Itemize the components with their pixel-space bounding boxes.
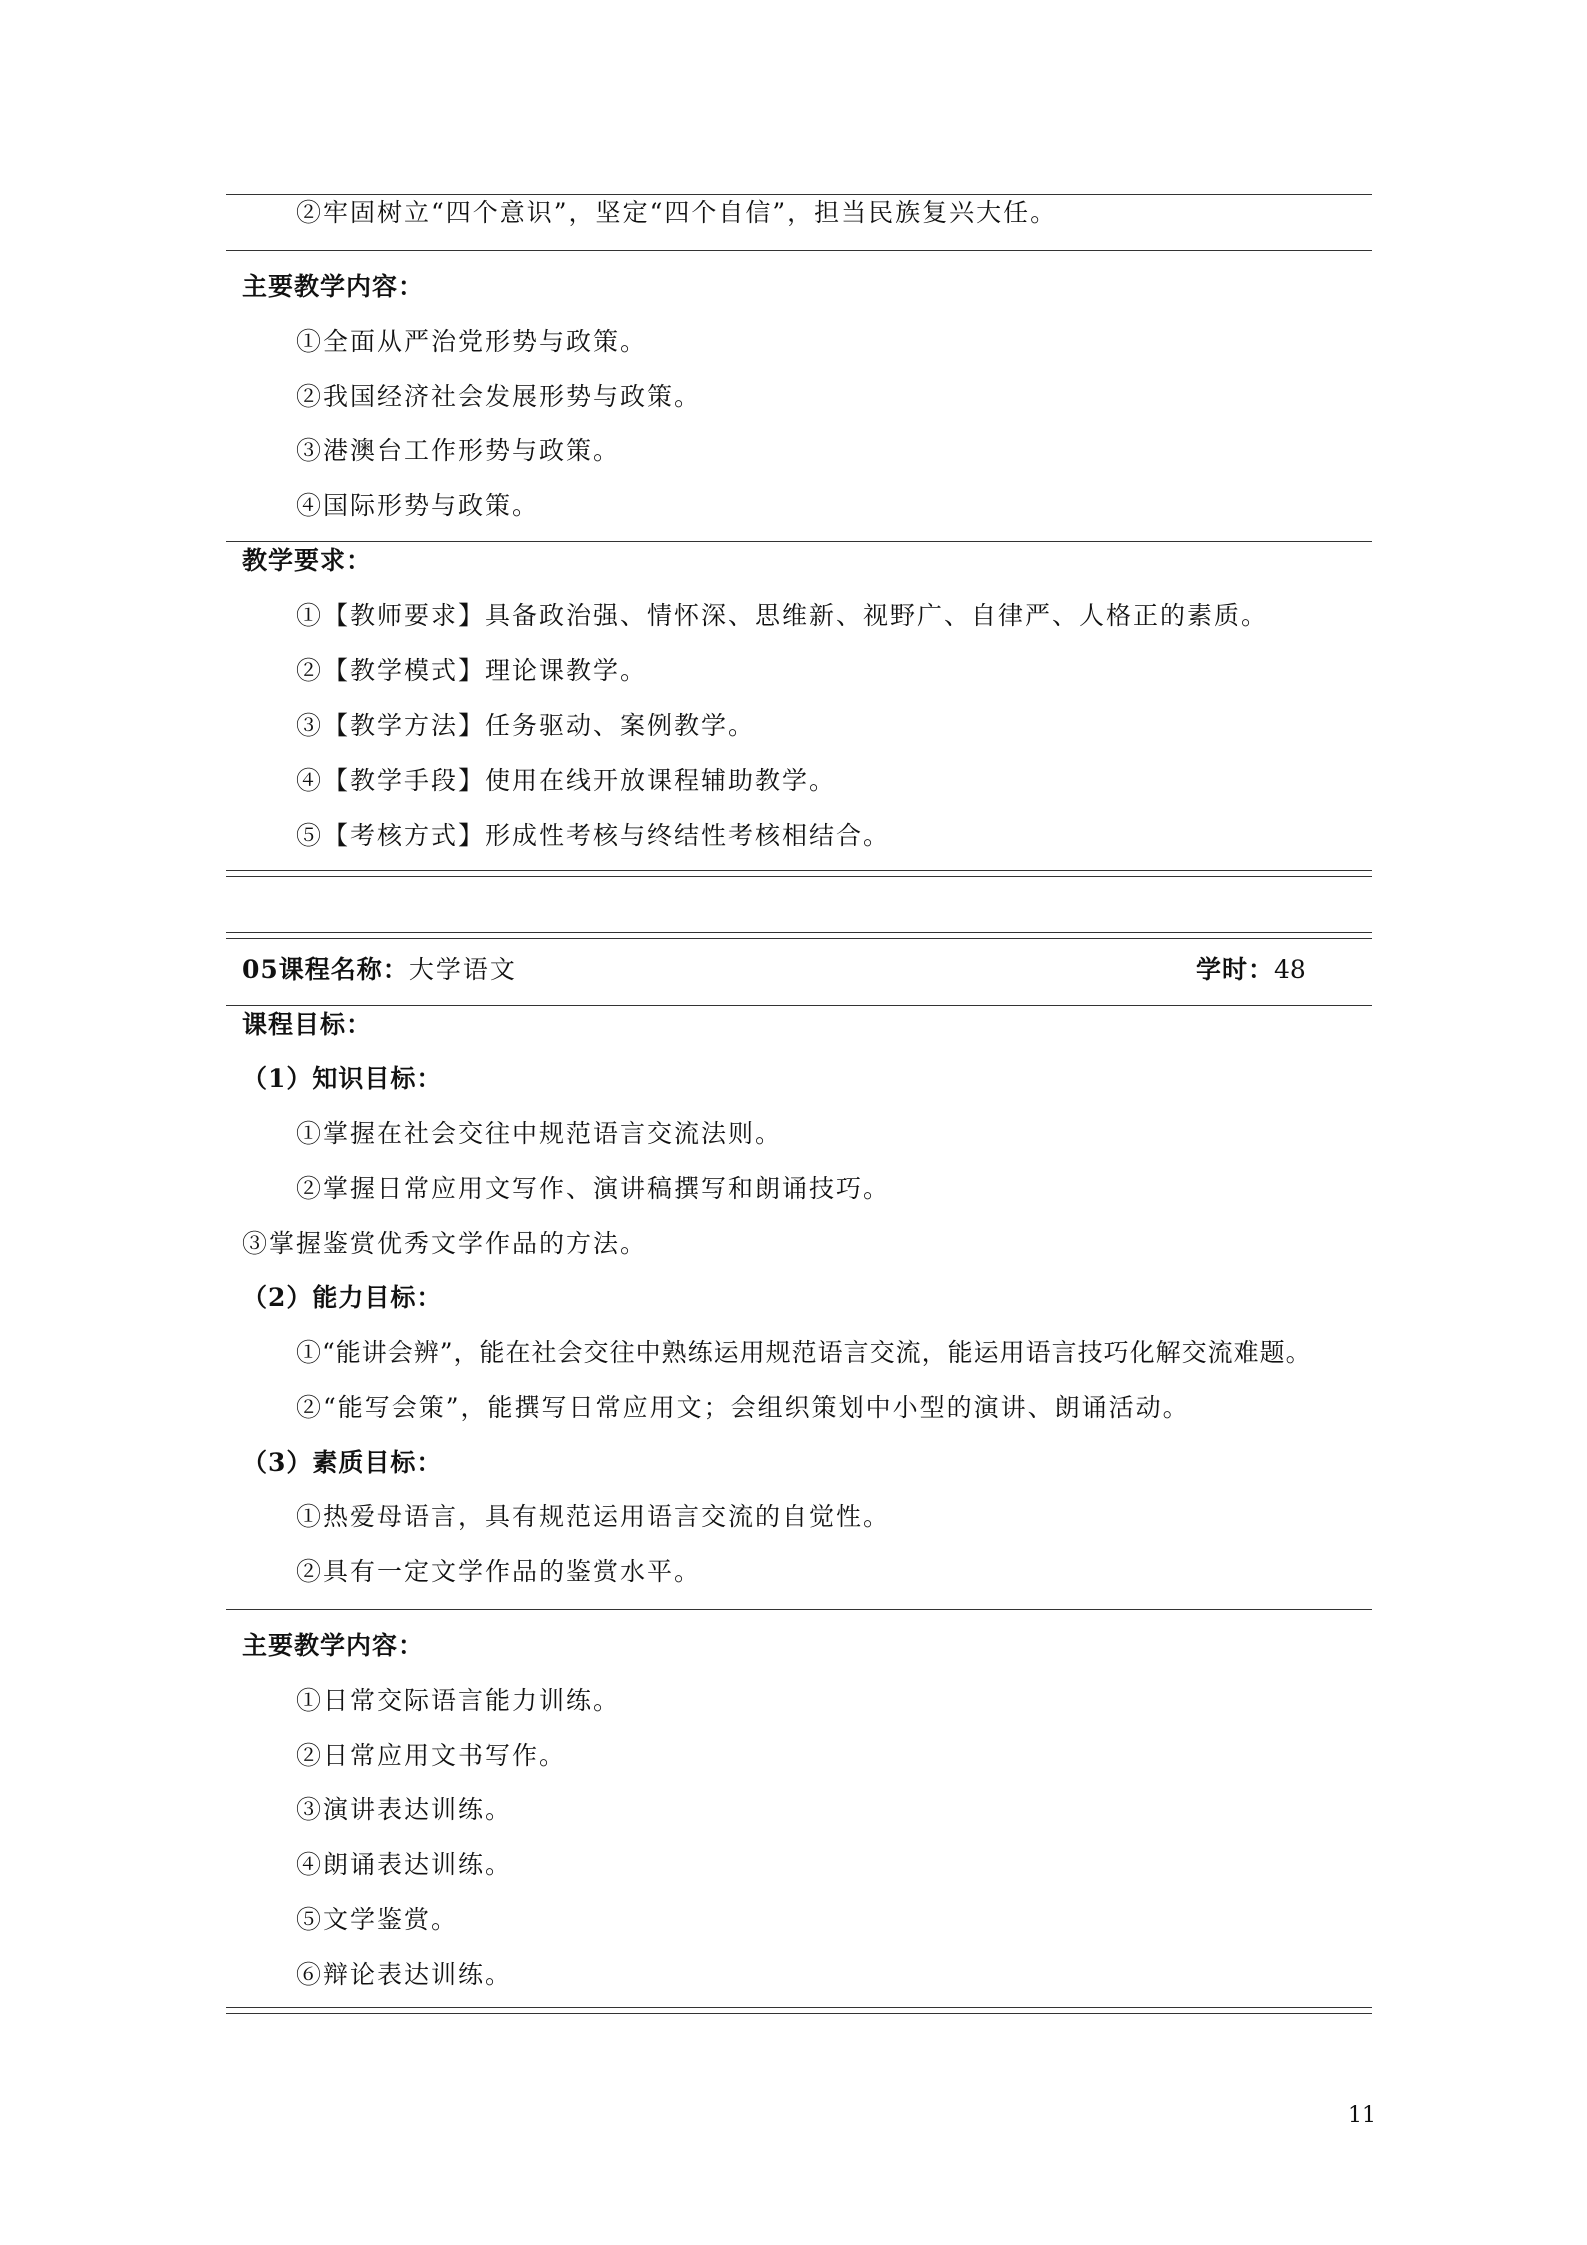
list-item: ⑤文学鉴赏。 xyxy=(296,1905,459,1934)
table-rule xyxy=(226,1005,1372,1006)
list-item: ②日常应用文书写作。 xyxy=(296,1741,567,1770)
section-heading-content: 主要教学内容： xyxy=(242,1631,425,1660)
section-heading-content: 主要教学内容： xyxy=(242,272,425,301)
list-item: ②掌握日常应用文写作、演讲稿撰写和朗诵技巧。 xyxy=(296,1174,891,1203)
list-item: ①掌握在社会交往中规范语言交流法则。 xyxy=(296,1119,783,1148)
list-item: ①全面从严治党形势与政策。 xyxy=(296,327,648,356)
hours-label: 学时： xyxy=(1196,955,1275,984)
list-item: ②具有一定文学作品的鉴赏水平。 xyxy=(296,1557,702,1586)
table-rule xyxy=(226,1609,1372,1610)
table-bottom-rule xyxy=(226,870,1372,877)
course-number: 05 xyxy=(242,955,279,984)
list-item: ③演讲表达训练。 xyxy=(296,1795,513,1824)
list-item: ④【教学手段】使用在线开放课程辅助教学。 xyxy=(296,766,837,795)
section-heading-goals: 课程目标： xyxy=(242,1010,373,1039)
course-name: 大学语文 xyxy=(408,955,517,984)
list-item: ②“能写会策”，能撰写日常应用文；会组织策划中小型的演讲、朗诵活动。 xyxy=(296,1393,1190,1422)
course-title xyxy=(242,953,517,987)
table-rule xyxy=(226,541,1372,542)
subheading-ability: （2）能力目标： xyxy=(242,1283,443,1312)
table-bottom-rule xyxy=(226,2007,1372,2014)
list-item: ④朗诵表达训练。 xyxy=(296,1850,513,1879)
list-item: ①日常交际语言能力训练。 xyxy=(296,1686,621,1715)
page-number: 11 xyxy=(1348,2103,1376,2128)
subheading-knowledge: （1）知识目标： xyxy=(242,1064,443,1093)
goal-item: ②牢固树立“四个意识”，坚定“四个自信”，担当民族复兴大任。 xyxy=(296,198,1058,227)
table-top-rule xyxy=(226,932,1372,939)
list-item: ④国际形势与政策。 xyxy=(296,491,540,520)
table-rule xyxy=(226,194,1372,195)
list-item: ⑤【考核方式】形成性考核与终结性考核相结合。 xyxy=(296,821,891,850)
list-item: ⑥辩论表达训练。 xyxy=(296,1960,513,1989)
list-item: ①热爱母语言，具有规范运用语言交流的自觉性。 xyxy=(296,1502,891,1531)
section-heading-requirements: 教学要求： xyxy=(242,546,373,575)
course-hours xyxy=(1196,953,1306,987)
hours-value: 48 xyxy=(1274,955,1306,984)
list-item: ③港澳台工作形势与政策。 xyxy=(296,436,621,465)
list-item: ②我国经济社会发展形势与政策。 xyxy=(296,382,702,411)
subheading-quality: （3）素质目标： xyxy=(242,1448,443,1477)
table-rule xyxy=(226,250,1372,251)
list-item: ③【教学方法】任务驱动、案例教学。 xyxy=(296,711,756,740)
list-item: ①【教师要求】具备政治强、情怀深、思维新、视野广、自律严、人格正的素质。 xyxy=(296,601,1269,630)
course-name-label: 课程名称： xyxy=(278,955,409,984)
list-item: ③掌握鉴赏优秀文学作品的方法。 xyxy=(242,1229,648,1258)
list-item: ②【教学模式】理论课教学。 xyxy=(296,656,648,685)
list-item: ①“能讲会辨”，能在社会交往中熟练运用规范语言交流，能运用语言技巧化解交流难题。 xyxy=(296,1338,1312,1367)
